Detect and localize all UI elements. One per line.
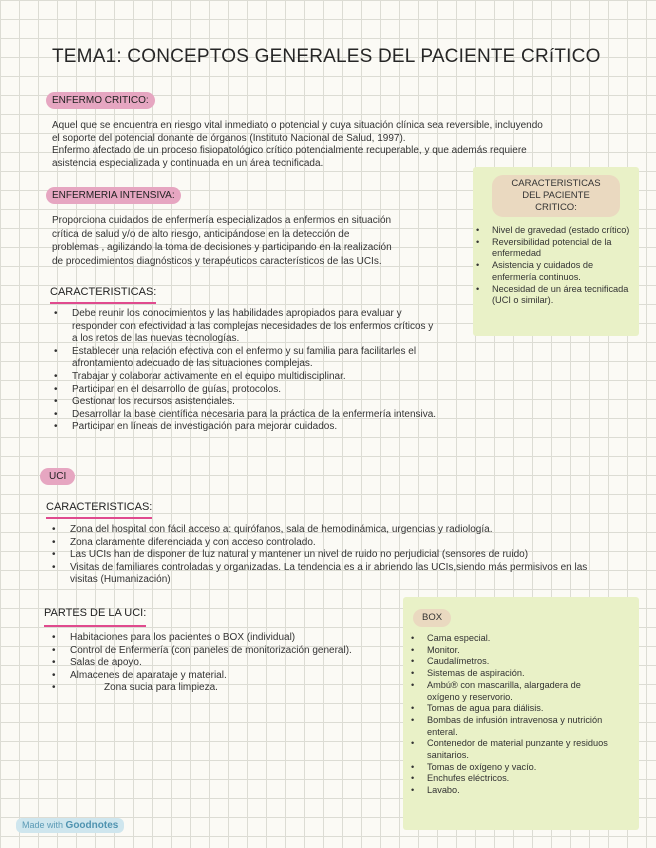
- partes-uci-list: [48, 632, 398, 695]
- list-item: • Sistemas de aspiración.: [408, 668, 613, 680]
- list-item: • Nivel de gravedad (estado crítico): [473, 225, 633, 237]
- list-item: • Tomas de agua para diálisis.: [408, 703, 613, 715]
- list-item: • Zona del hospital con fácil acceso a: quirófanos, sala de hemodinámica, urgencias y radiología.: [48, 524, 588, 537]
- list-item: • Contenedor de material punzante y residuos sanitarios.: [408, 738, 613, 761]
- list-item: • Trabajar y colaborar activamente en el equipo multidisciplinar.: [50, 371, 440, 384]
- list-item: • Asistencia y cuidados de enfermería continuos.: [473, 260, 633, 283]
- list-item: • Enchufes eléctricos.: [408, 773, 613, 785]
- paciente-critico-box: [473, 167, 639, 336]
- list-item: • Salas de apoyo.: [48, 657, 398, 670]
- list-item: • Debe reunir los conocimientos y las habilidades apropiados para evaluar y responder con efectividad a las complejas necesidades de los enfermos críticos y a los retos de las nuevas tecnologías.: [50, 308, 440, 346]
- list-item: • Gestionar los recursos asistenciales.: [50, 396, 440, 409]
- definition-line: Enfermo afectado de un proceso fisiopatológico crítico potencialmente recuperable, y que además requiere: [52, 145, 527, 156]
- caracteristicas-list: [50, 308, 440, 434]
- list-item: • Caudalímetros.: [408, 656, 613, 668]
- list-item: • Desarrollar la base científica necesaria para la práctica de la enfermería intensiva.: [50, 409, 440, 422]
- paciente-critico-label: CARACTERISTICAS DEL PACIENTE CRITICO:: [492, 175, 620, 217]
- list-item: • Reversibilidad potencial de la enfermedad: [473, 237, 633, 260]
- list-item: • Monitor.: [408, 645, 613, 657]
- list-item: • Participar en líneas de investigación para mejorar cuidados.: [50, 421, 440, 434]
- list-item: • Participar en el desarrollo de guías, protocolos.: [50, 384, 440, 397]
- list-item: • Bombas de infusión intravenosa y nutrición enteral.: [408, 715, 613, 738]
- list-item: • Zona sucia para limpieza.: [48, 682, 398, 695]
- list-item: • Zona claramente diferenciada y con acceso controlado.: [48, 537, 588, 550]
- definition-line: Aquel que se encuentra en riesgo vital inmediato o potencial y cuya situación clínica sea reversible, incluyendo: [52, 120, 543, 131]
- partes-uci-heading: PARTES DE LA UCI:: [44, 603, 146, 627]
- text-line: de procedimientos diagnósticos y terapéuticos característicos de las UCIs.: [52, 255, 382, 267]
- goodnotes-watermark: Made with Goodnotes: [16, 818, 124, 833]
- text-line: problemas , agilizando la toma de decisiones y participando en la realización: [52, 242, 392, 253]
- paciente-critico-list: [473, 225, 639, 307]
- uci-caracteristicas-heading: CARACTERISTICAS:: [46, 497, 152, 519]
- uci-label: UCI: [40, 466, 75, 485]
- enfermo-critico-label: ENFERMO CRITICO:: [46, 90, 155, 109]
- definition-line: el soporte del potencial donante de órganos (Instituto Nacional de Salud, 1997).: [52, 132, 406, 144]
- list-item: • Cama especial.: [408, 633, 613, 645]
- box-label: BOX: [413, 609, 451, 627]
- list-item: • Ambú® con mascarilla, alargadera de oxígeno y reservorio.: [408, 680, 613, 703]
- list-item: • Establecer una relación efectiva con el enfermo y su familia para facilitarles el afrontamiento adecuado de las situaciones complejas.: [50, 346, 440, 371]
- enfermeria-intensiva-text: [52, 214, 452, 268]
- enfermo-critico-definition: [52, 120, 612, 170]
- list-item: • Las UCIs han de disponer de luz natural y mantener un nivel de ruido no perjudicial (sensores de ruido): [48, 549, 588, 562]
- list-item: • Lavabo.: [408, 785, 613, 797]
- list-item: • Habitaciones para los pacientes o BOX (individual): [48, 632, 398, 645]
- list-item: • Control de Enfermería (con paneles de monitorización general).: [48, 645, 398, 658]
- box-list: [403, 633, 639, 797]
- list-item: • Necesidad de un área tecnificada (UCI o similar).: [473, 284, 633, 307]
- uci-caracteristicas-list: [48, 524, 588, 587]
- box-panel: [403, 597, 639, 830]
- list-item: • Tomas de oxígeno y vacío.: [408, 762, 613, 774]
- text-line: Proporciona cuidados de enfermería especializados a enfermos en situación: [52, 215, 392, 226]
- list-item: • Almacenes de aparataje y material.: [48, 670, 398, 683]
- definition-line: asistencia especializada y continuada en un área tecnificada.: [52, 157, 324, 169]
- text-line: crítica de salud y/o de alto riesgo, anticipándose en la detección de: [52, 228, 350, 240]
- enfermeria-intensiva-label: ENFERMERIA INTENSIVA:: [46, 185, 181, 204]
- page-title: TEMA1: CONCEPTOS GENERALES DEL PACIENTE CRíTICO: [52, 46, 601, 67]
- caracteristicas-heading: CARACTERISTICAS:: [50, 282, 156, 304]
- list-item: • Visitas de familiares controladas y organizadas. La tendencia es a ir abriendo las UCIs,siendo más permisivos en las visitas (Humanización): [48, 562, 588, 587]
